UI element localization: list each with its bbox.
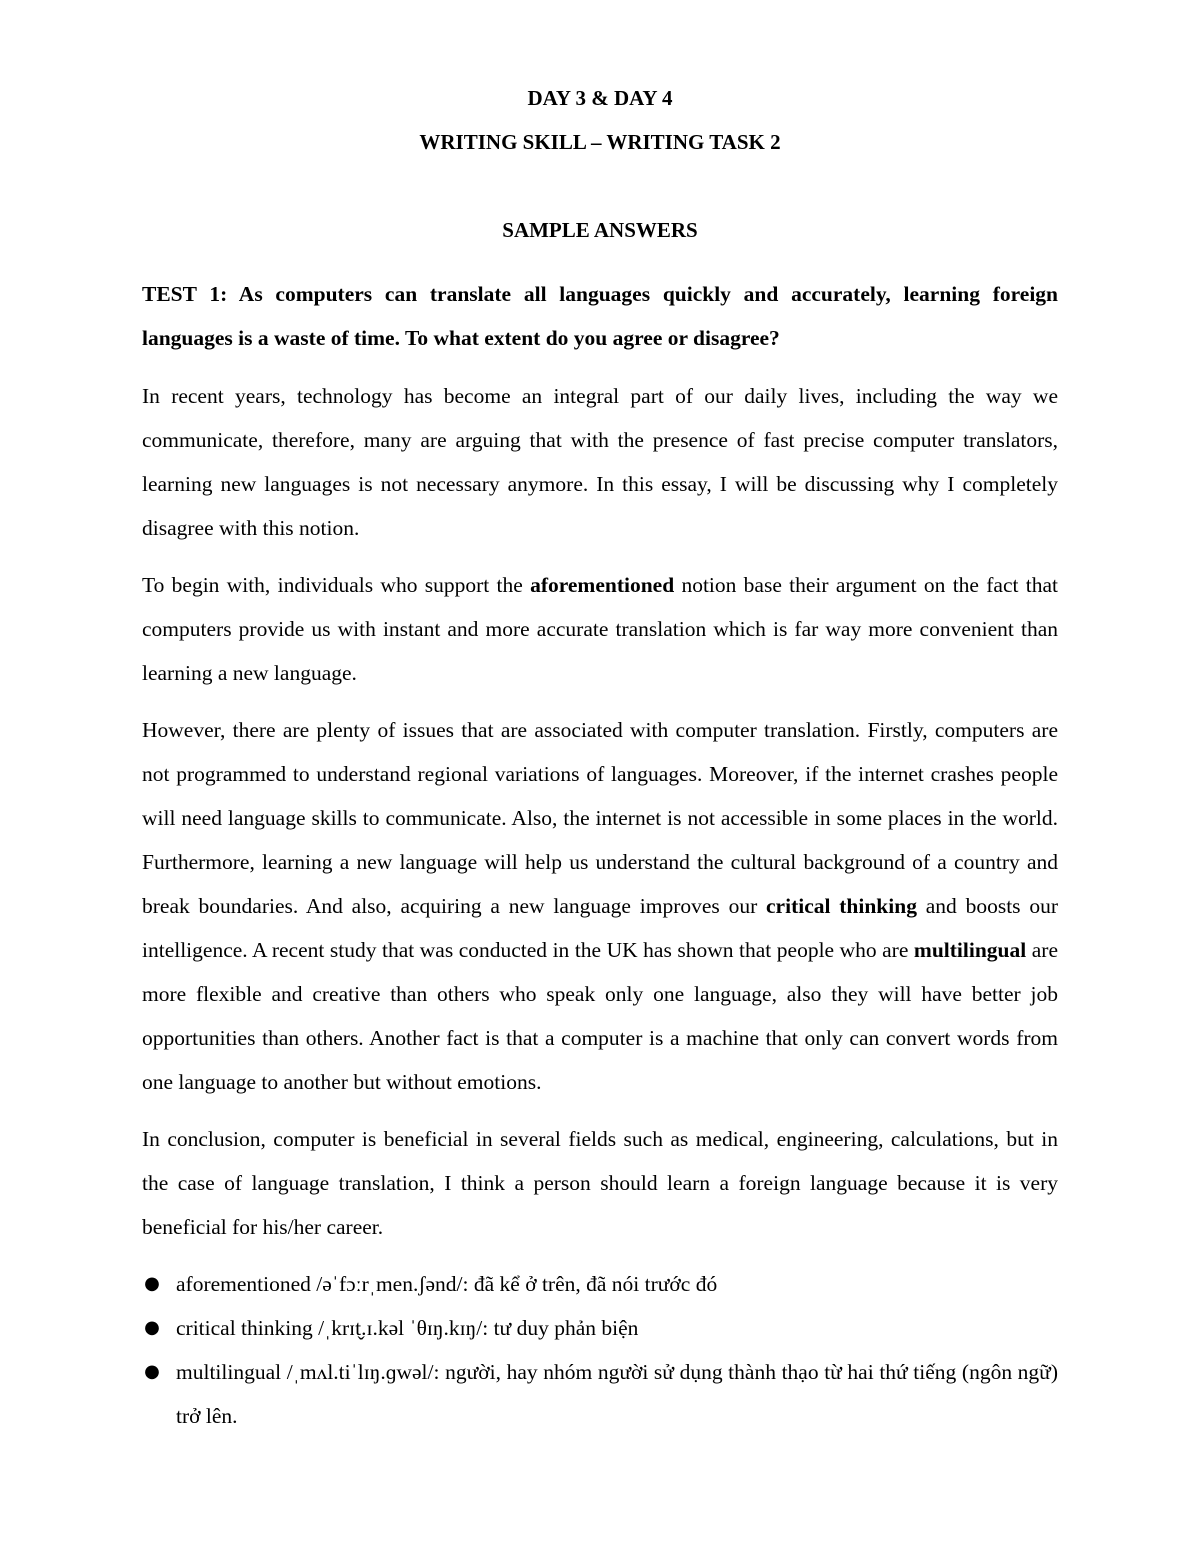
- vocabulary-text: multilingual /ˌmʌl.tiˈlɪŋ.ɡwəl/: người, hay nhóm người sử dụng thành thạo từ hai thứ tiếng (ngôn ngữ) trở lên.: [176, 1360, 1058, 1428]
- vocabulary-item: [142, 1262, 1058, 1306]
- heading-spacer: [142, 164, 1058, 208]
- vocabulary-text: aforementioned /əˈfɔːrˌmen.ʃənd/: đã kể ở trên, đã nói trước đó: [176, 1272, 718, 1296]
- essay-conclusion: In conclusion, computer is beneficial in several fields such as medical, engineering, calculations, but in the case of language translation, I think a person should learn a foreign language because it is very beneficial for his/her career.: [142, 1127, 1058, 1239]
- bullet-icon: ●: [144, 1361, 160, 1382]
- vocabulary-list: [142, 1262, 1058, 1438]
- text-segment: To begin with, individuals who support the: [142, 573, 531, 597]
- highlighted-term: multilingual: [913, 938, 1027, 962]
- text-segment: However, there are plenty of issues that are associated with computer translation. Firstly, computers are not programmed to understand regional variations of languages. Moreover, if the internet crashes people will need language skills to communicate. Also, the internet is not accessible in some places in the world. Furthermore, learning a new language will help us understand the cultural background of a country and break boundaries. And also, acquiring a new language improves our: [142, 718, 1058, 918]
- text-segment: and boosts our intelligence. A recent study that was conducted in the UK has shown that people who are: [142, 894, 1058, 962]
- day-heading: DAY 3 & DAY 4: [527, 86, 673, 110]
- skill-heading: WRITING SKILL – WRITING TASK 2: [419, 130, 781, 154]
- text-segment: are more flexible and creative than others who speak only one language, also they will have better job opportunities than others. Another fact is that a computer is a machine that only can convert words from one language to another but without emotions.: [142, 938, 1058, 1094]
- highlighted-term: aforementioned: [530, 573, 675, 597]
- bullet-icon: ●: [144, 1317, 160, 1338]
- highlighted-term: critical thinking: [766, 894, 917, 918]
- essay-body-paragraph-1: [142, 563, 1058, 695]
- sample-answers-heading: SAMPLE ANSWERS: [502, 218, 698, 242]
- vocabulary-text: critical thinking /ˌkrɪt̬.ɪ.kəl ˈθɪŋ.kɪŋ/: tư duy phản biện: [176, 1316, 639, 1340]
- test-prompt: TEST 1: As computers can translate all languages quickly and accurately, learning foreign languages is a waste of time. To what extent do you agree or disagree?: [142, 282, 1058, 350]
- text-segment: notion base their argument on the fact that computers provide us with instant and more accurate translation which is far way more convenient than learning a new language.: [142, 573, 1058, 685]
- vocabulary-item: [142, 1350, 1058, 1438]
- document-page: [142, 76, 1058, 1438]
- essay-introduction: In recent years, technology has become an integral part of our daily lives, including the way we communicate, therefore, many are arguing that with the presence of fast precise computer translators, learning new languages is not necessary anymore. In this essay, I will be discussing why I completely disagree with this notion.: [142, 384, 1058, 540]
- vocabulary-item: [142, 1306, 1058, 1350]
- bullet-icon: ●: [144, 1273, 160, 1294]
- essay-body-paragraph-2: [142, 708, 1058, 1104]
